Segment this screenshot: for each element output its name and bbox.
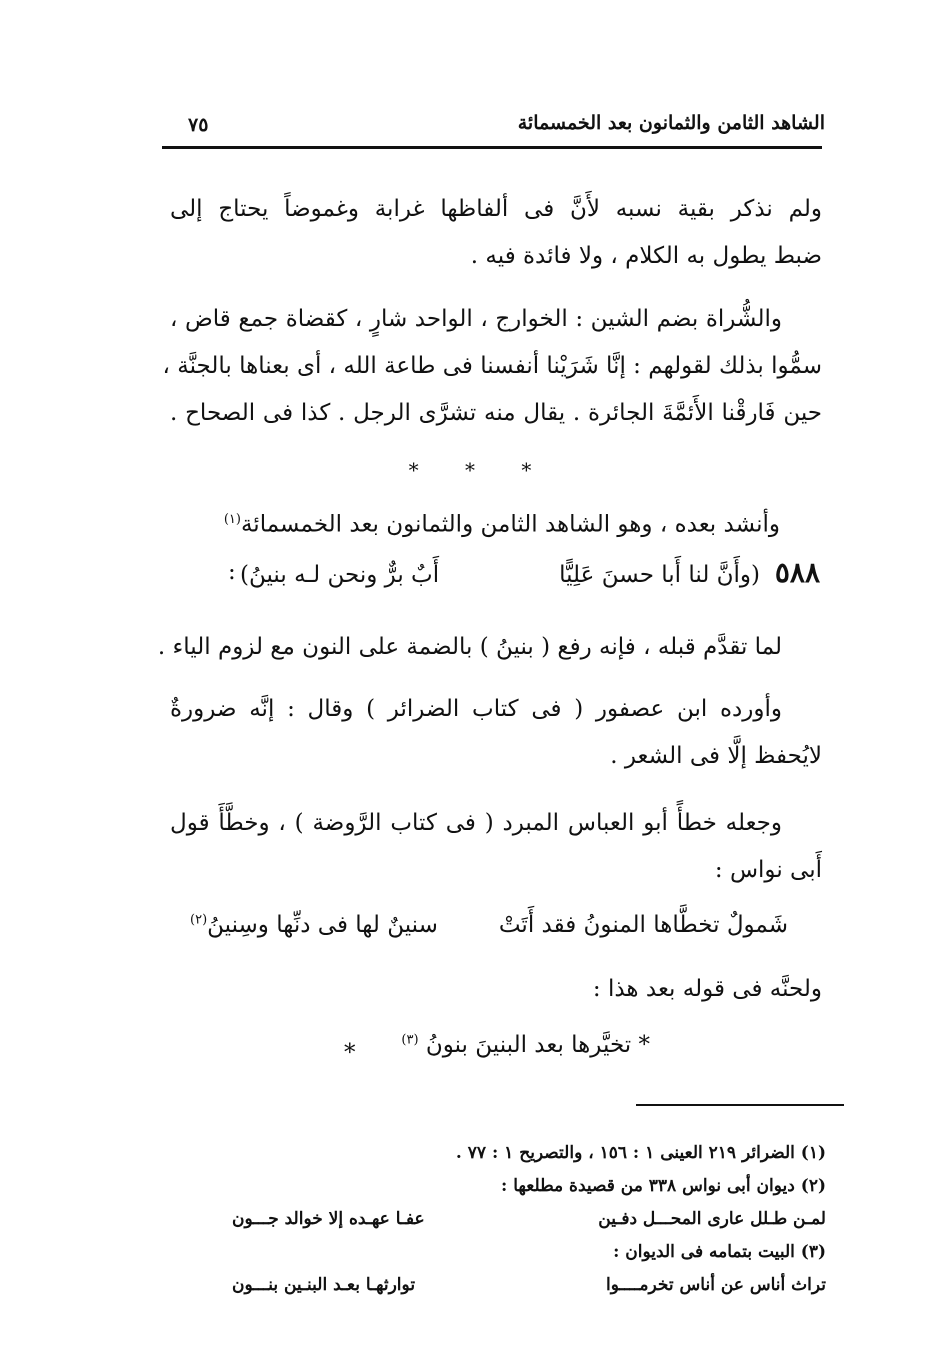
paragraph-2-line-3: حين فَارقْنا الأَئمَّةَ الجائرة . يقال منه تشرَّى الرجل . كذا فى الصحاح . (170, 400, 822, 426)
paragraph-4 (170, 686, 822, 780)
footnote-mark-1: (١) (223, 512, 241, 527)
page-number: ٧٥ (188, 114, 209, 136)
intro-text: وأنشد بعده ، وهو الشاهد الثامن والثمانون بعد الخمسمائة (240, 511, 780, 538)
footnote-2-verse (232, 1203, 826, 1236)
footnote-2: (٢) ديوان أبى نواس ٣٣٨ من قصيدة مطلعها : (501, 1176, 826, 1196)
footnote-2-verse-a: لمـن طـلل عارى المحـــل دفـين (598, 1209, 826, 1229)
abu-nuwas-hemistich-2: سنينٌ لها فى دنِّها وسِنينُ (207, 912, 438, 938)
verse-588-hemistich-1: (وأَنَّ لنا أَبا حسنَ عَلِيًّا (559, 562, 760, 588)
paragraph-5-line-2: أَبى نواس : (714, 857, 822, 883)
abu-nuwas-hemistich-2-wrap (190, 912, 438, 938)
paragraph-2 (162, 296, 822, 437)
chapter-title: الشاهد الثامن والثمانون بعد الخمسمائة (517, 112, 825, 134)
paragraph-4-line-2: لايُحفظ إلَّا فى الشعر . (610, 743, 822, 769)
footnote-1: (١) الضرائر ٢١٩ العينى ١ : ١٥٦ ، والتصريح ١ : ٧٧ . (455, 1143, 826, 1163)
header-rule (162, 146, 822, 149)
abu-nuwas-hemistich-1: شَمولٌ تخطَّاها المنونُ فقد أَتَتْ (498, 912, 788, 938)
paragraph-1-line-2: ضبط يطول به الكلام ، ولا فائدة فيه . (470, 243, 822, 269)
paragraph-2-line-2: سمُّوا بذلك لقولهم : إنَّا شَرَيْنا أنفسنا فى طاعة الله ، أى بعناها بالجنَّة ، (162, 353, 822, 379)
paragraph-6 (170, 966, 822, 1013)
footnote-3-verse (232, 1269, 826, 1302)
footnote-3-verse-b: توارثهـا بعـد البنـين بنـــون (232, 1275, 416, 1295)
footnote-mark-2: (٢) (190, 912, 208, 928)
verse-number: ٥٨٨ (774, 556, 820, 589)
section-separator: * * * (408, 458, 552, 482)
paragraph-1 (170, 186, 822, 280)
footnotes (232, 1137, 826, 1302)
running-header (160, 112, 825, 142)
intro-line-end: : (228, 558, 236, 585)
footnote-rule (636, 1104, 844, 1106)
half-verse (401, 1032, 650, 1058)
footnote-mark-3: (٣) (401, 1032, 419, 1048)
paragraph-3 (157, 624, 822, 671)
paragraph-6-line-1: ولحنَّه فى قوله بعد هذا : (592, 976, 822, 1002)
paragraph-3-line-1: لما تقدَّم قبله ، فإنه رفع ( بنينُ ) بالضمة على النون مع لزوم الياء . (157, 634, 782, 660)
verse-588-hemistich-2: أَبٌ برٌّ ونحن لـه بنينُ) (240, 562, 440, 588)
half-verse-text: * تخيَّرها بعد البنينَ بنونُ (425, 1032, 650, 1058)
paragraph-1-line-1: ولم نذكر بقية نسبه لأَنَّ فى ألفاظها غرابة وغموضاً يحتاج إلى (170, 196, 822, 222)
footnote-2-verse-b: عفـا عهـده إلا خوالد جـــون (232, 1209, 425, 1229)
footnote-3: (٣) البيت بتمامه فى الديوان : (613, 1242, 826, 1262)
intro-line (223, 496, 780, 549)
paragraph-5-line-1: وجعله خطأً أبو العباس المبرد ( فى كتاب الرَّوضة ) ، وخطَّأَ قول (170, 810, 782, 836)
paragraph-5 (170, 800, 822, 894)
paragraph-4-line-1: وأورده ابن عصفور ( فى كتاب الضرائر ) وقال : إنَّه ضرورةٌ (170, 696, 782, 722)
footnote-3-verse-a: تراث أناس عن أناس تخرمــــوا (606, 1275, 826, 1295)
paragraph-2-line-1: والشُّراة بضم الشين : الخوارج ، الواحد شارٍ ، كقضاة جمع قاض ، (170, 306, 782, 332)
half-verse-end-star: * (344, 1040, 356, 1066)
